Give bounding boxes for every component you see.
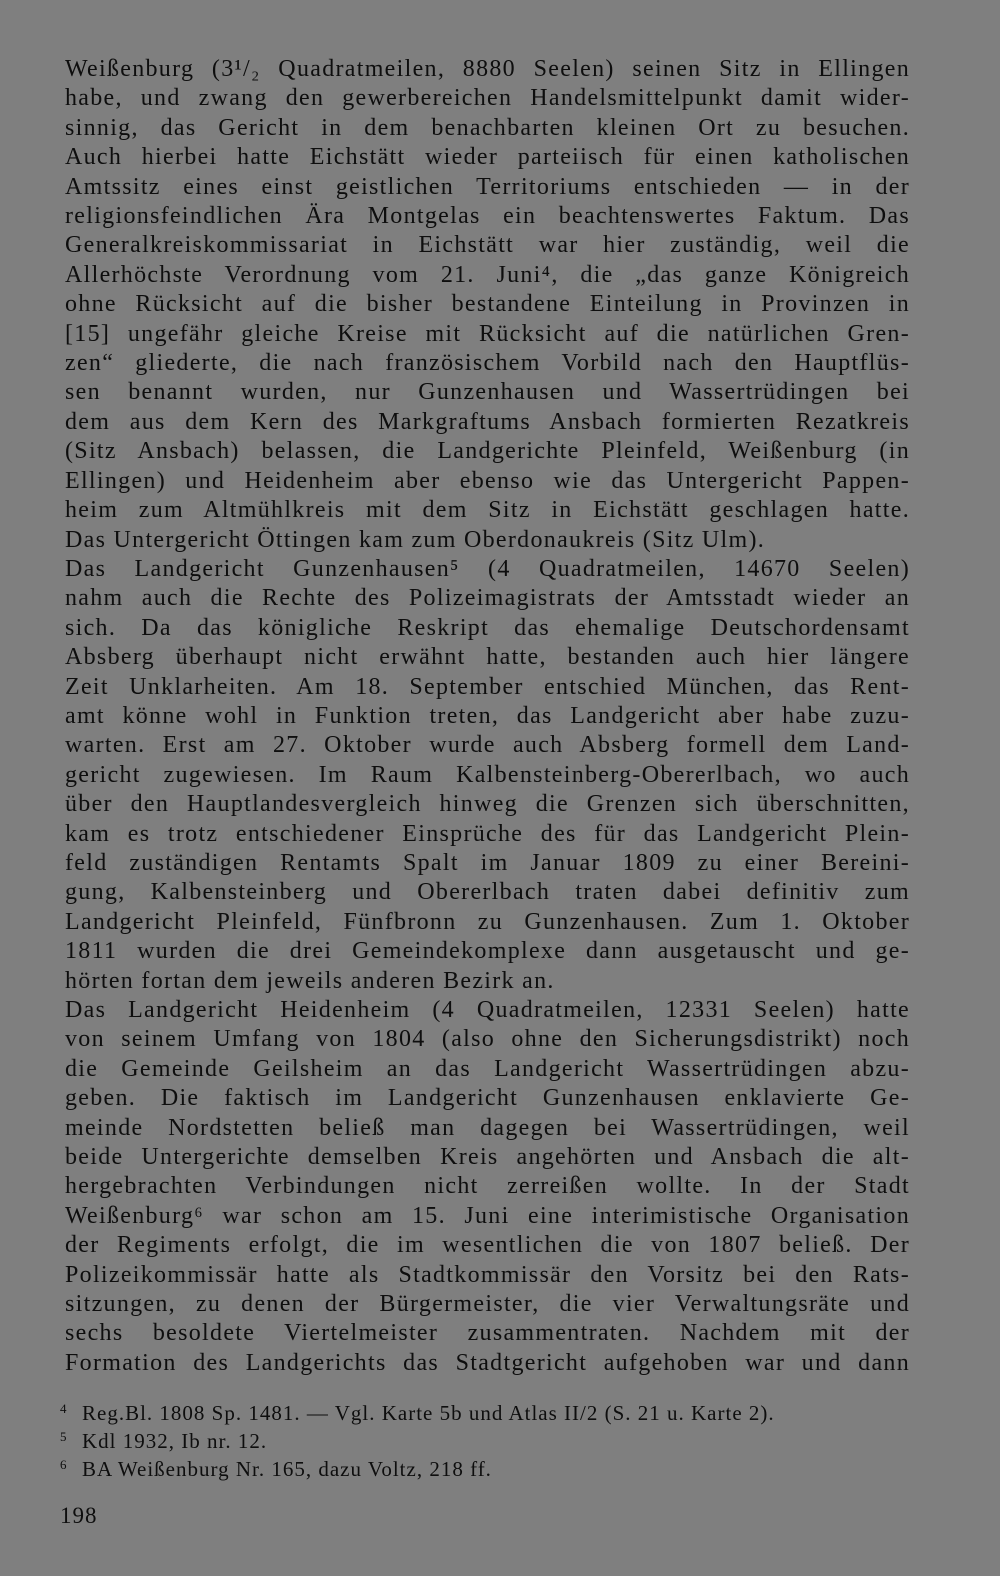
body-text-line: meinde Nordstetten beließ man dagegen bei Wassertrüdingen, weil [65, 1114, 910, 1141]
body-text-line: Auch hierbei hatte Eichstätt wieder parteiisch für einen katholischen [65, 144, 910, 171]
body-text-line: heim zum Altmühlkreis mit dem Sitz in Eichstätt geschlagen hatte. [65, 497, 910, 524]
paragraph [65, 55, 910, 555]
body-text-line: ohne Rücksicht auf die bisher bestandene Einteilung in Provinzen in [65, 291, 910, 318]
body-text-line: warten. Erst am 27. Oktober wurde auch Absberg formell dem Land- [65, 732, 910, 759]
body-text-line: gericht zugewiesen. Im Raum Kalbensteinberg-Obererlbach, wo auch [65, 761, 910, 788]
body-text-line: Formation des Landgerichts das Stadtgericht aufgehoben war und dann [65, 1349, 910, 1376]
body-text-line: kam es trotz entschiedener Einsprüche des für das Landgericht Plein- [65, 820, 910, 847]
paragraph [65, 996, 910, 1378]
body-text-line: hörten fortan dem jeweils anderen Bezirk an. [65, 967, 555, 994]
body-text-line: Weißenburg (3¹/₂ Quadratmeilen, 8880 Seelen) seinen Sitz in Ellingen [65, 56, 910, 82]
body-text-line: gung, Kalbensteinberg und Obererlbach traten dabei definitiv zum [65, 879, 910, 906]
body-text-line: geben. Die faktisch im Landgericht Gunzenhausen enklavierte Ge- [65, 1085, 910, 1112]
body-text-line: amt könne wohl in Funktion treten, das Landgericht aber habe zuzu- [65, 702, 910, 729]
body-text-line: Absberg überhaupt nicht erwähnt hatte, bestanden auch hier längere [65, 644, 910, 671]
body-text-line: die Gemeinde Geilsheim an das Landgericht Wassertrüdingen abzu- [65, 1055, 910, 1082]
footnote-text: BA Weißenburg Nr. 165, dazu Voltz, 218 ff. [82, 1457, 492, 1481]
body-text-line: sitzungen, zu denen der Bürgermeister, die vier Verwaltungsräte und [65, 1291, 910, 1318]
body-text-line: beide Untergerichte demselben Kreis angehörten und Ansbach die alt- [65, 1144, 910, 1171]
body-text-line: Weißenburg⁶ war schon am 15. Juni eine interimistische Organisation [65, 1202, 910, 1229]
body-text-line: dem aus dem Kern des Markgraftums Ansbach formierten Rezatkreis [65, 408, 910, 435]
footnote [60, 1453, 920, 1481]
body-text-line: Das Untergericht Öttingen kam zum Oberdonaukreis (Sitz Ulm). [65, 526, 766, 553]
body-text-line: sen benannt wurden, nur Gunzenhausen und Wassertrüdingen bei [65, 379, 910, 406]
body-text-line: 1811 wurden die drei Gemeindekomplexe dann ausgetauscht und ge- [65, 938, 910, 965]
footnote [60, 1425, 920, 1453]
body-text-line: Landgericht Pleinfeld, Fünfbronn zu Gunzenhausen. Zum 1. Oktober [65, 908, 910, 935]
body-text-line: Zeit Unklarheiten. Am 18. September entschied München, das Rent- [65, 673, 910, 700]
footnotes [60, 1397, 920, 1481]
paragraph [65, 555, 910, 996]
body-text-line: habe, und zwang den gewerbereichen Handelsmittelpunkt damit wider- [65, 85, 910, 112]
body-text [65, 55, 910, 1378]
footnote [60, 1397, 920, 1425]
body-text-line: Generalkreiskommissariat in Eichstätt war hier zuständig, weil die [65, 232, 910, 259]
footnote-marker: 6 [60, 1457, 67, 1472]
body-text-line: sich. Da das königliche Reskript das ehemalige Deutschordensamt [65, 614, 910, 641]
page-number: 198 [60, 1503, 98, 1528]
footnote-marker: 4 [60, 1401, 67, 1416]
footnote-text: Reg.Bl. 1808 Sp. 1481. — Vgl. Karte 5b und Atlas II/2 (S. 21 u. Karte 2). [82, 1401, 775, 1425]
body-text-line: der Regiments erfolgt, die im wesentlichen die von 1807 beließ. Der [65, 1232, 910, 1259]
body-text-line: [15] ungefähr gleiche Kreise mit Rücksicht auf die natürlichen Gren- [65, 320, 910, 347]
footnote-marker: 5 [60, 1429, 67, 1444]
body-text-line: zen“ gliederte, die nach französischem Vorbild nach den Hauptflüs- [65, 350, 910, 377]
body-text-line: feld zuständigen Rentamts Spalt im Januar 1809 zu einer Bereini- [65, 849, 910, 876]
body-text-line: über den Hauptlandesvergleich hinweg die Grenzen sich überschnitten, [65, 791, 910, 818]
body-text-line: Das Landgericht Heidenheim (4 Quadratmeilen, 12331 Seelen) hatte [65, 997, 910, 1023]
body-text-line: religionsfeindlichen Ära Montgelas ein beachtenswertes Faktum. Das [65, 203, 910, 230]
body-text-line: Polizeikommissär hatte als Stadtkommissär den Vorsitz bei den Rats- [65, 1261, 910, 1288]
body-text-line: Amtssitz eines einst geistlichen Territoriums entschieden — in der [65, 173, 910, 200]
body-text-line: von seinem Umfang von 1804 (also ohne den Sicherungsdistrikt) noch [65, 1026, 910, 1053]
body-text-line: nahm auch die Rechte des Polizeimagistrats der Amtsstadt wieder an [65, 585, 910, 612]
body-text-line: (Sitz Ansbach) belassen, die Landgerichte Pleinfeld, Weißenburg (in [65, 438, 910, 465]
body-text-line: Ellingen) und Heidenheim aber ebenso wie das Untergericht Pappen- [65, 467, 910, 494]
body-text-line: sechs besoldete Viertelmeister zusammentraten. Nachdem mit der [65, 1320, 910, 1347]
body-text-line: hergebrachten Verbindungen nicht zerreißen wollte. In der Stadt [65, 1173, 910, 1200]
footnote-text: Kdl 1932, Ib nr. 12. [82, 1429, 268, 1453]
body-text-line: Allerhöchste Verordnung vom 21. Juni⁴, die „das ganze Königreich [65, 261, 910, 288]
body-text-line: Das Landgericht Gunzenhausen⁵ (4 Quadratmeilen, 14670 Seelen) [65, 555, 910, 582]
body-text-line: sinnig, das Gericht in dem benachbarten kleinen Ort zu besuchen. [65, 114, 910, 141]
